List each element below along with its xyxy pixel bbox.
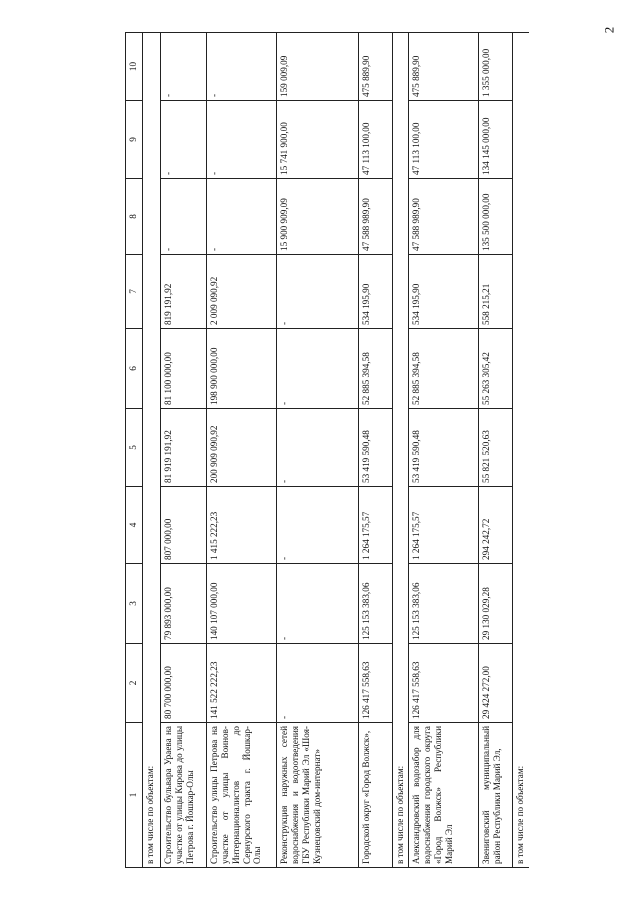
table-cell: 198 900 000,00 (207, 329, 277, 409)
table-cell: 53 419 590,48 (359, 409, 393, 487)
table-cell: - (277, 564, 359, 644)
table-cell: 81 919 191,92 (161, 409, 207, 487)
table-cell: - (161, 101, 207, 179)
table-row (513, 33, 529, 868)
table-cell: 126 417 558,63 (359, 644, 393, 723)
table-row (479, 33, 513, 868)
table-cell: 200 909 090,92 (207, 409, 277, 487)
table-cell: 29 424 272,00 (479, 644, 513, 723)
column-header: 2 (126, 644, 143, 723)
column-header: 4 (126, 487, 143, 564)
table-cell: 294 242,72 (479, 487, 513, 564)
table-row (277, 33, 359, 868)
table-cell: - (277, 255, 359, 329)
table-cell: - (207, 101, 277, 179)
table-cell: 55 821 520,63 (479, 409, 513, 487)
table-row (161, 33, 207, 868)
table-cell: 807 000,00 (161, 487, 207, 564)
table-cell: 53 419 590,48 (409, 409, 479, 487)
table-cell: 126 417 558,63 (409, 644, 479, 723)
table-cell: 29 130 029,28 (479, 564, 513, 644)
table-cell: 52 885 394,58 (409, 329, 479, 409)
table-cell: - (277, 409, 359, 487)
table-cell: 15 741 900,00 (277, 101, 359, 179)
table-row (393, 33, 409, 868)
column-header: 8 (126, 179, 143, 255)
table-cell: - (277, 487, 359, 564)
financing-table (125, 32, 529, 868)
table-cell: 47 113 100,00 (409, 101, 479, 179)
table-cell: 47 588 989,90 (359, 179, 393, 255)
table-cell: 1 264 175,57 (359, 487, 393, 564)
table-cell: 47 588 989,90 (409, 179, 479, 255)
table-cell: 534 195,90 (409, 255, 479, 329)
table-cell: 81 100 000,00 (161, 329, 207, 409)
table-cell: 135 500 000,00 (479, 179, 513, 255)
table-cell: 534 195,90 (359, 255, 393, 329)
column-header: 1 (126, 723, 143, 868)
table-cell: 1 264 175,57 (409, 487, 479, 564)
table-row (207, 33, 277, 868)
table-cell: 79 893 000,00 (161, 564, 207, 644)
table-cell: - (277, 329, 359, 409)
column-header: 6 (126, 329, 143, 409)
table-cell: 52 885 394,58 (359, 329, 393, 409)
table-cell: 80 700 000,00 (161, 644, 207, 723)
table-row (409, 33, 479, 868)
row-label: в том числе по объектам: (513, 33, 529, 868)
table-cell: 140 107 000,00 (207, 564, 277, 644)
table-cell: 2 009 090,92 (207, 255, 277, 329)
row-label: Реконструкция наружных сетей водоснабжения и водоотведения ГБУ Республики Марий Эл «Шоя-Кузнецовский дом-интернат» (277, 723, 359, 868)
row-label: Звениговский муниципальный район Республики Марий Эл, (479, 723, 513, 868)
table-cell: 125 153 383,06 (359, 564, 393, 644)
column-number-row (126, 33, 143, 868)
column-header: 10 (126, 33, 143, 101)
table-cell: 55 263 305,42 (479, 329, 513, 409)
table-cell: 141 522 222,23 (207, 644, 277, 723)
table-cell: 1 355 000,00 (479, 33, 513, 101)
rotated-table-container (125, 33, 525, 868)
table-cell: - (207, 179, 277, 255)
table-cell: - (161, 179, 207, 255)
table-cell: - (277, 644, 359, 723)
column-header: 7 (126, 255, 143, 329)
column-header: 3 (126, 564, 143, 644)
table-cell: 475 889,90 (359, 33, 393, 101)
table-cell: 15 900 909,09 (277, 179, 359, 255)
table-cell: 475 889,90 (409, 33, 479, 101)
table-cell: - (161, 33, 207, 101)
row-label: Городской округ «Город Волжск», (359, 723, 393, 868)
row-label: в том числе по объектам: (393, 33, 409, 868)
row-label: в том числе по объектам: (143, 33, 161, 868)
table-cell: 159 009,09 (277, 33, 359, 101)
row-label: Строительство бульвара Ураева на участке от улицы Кирова до улицы Петрова г. Йошкар-Олы (161, 723, 207, 868)
page-number: 2 (601, 26, 617, 34)
table-cell: - (207, 33, 277, 101)
table-cell: 558 215,21 (479, 255, 513, 329)
column-header: 5 (126, 409, 143, 487)
row-label: Александровский водозабор для водоснабжения городского округа «Город Волжск» Республики Марий Эл (409, 723, 479, 868)
table-cell: 125 153 383,06 (409, 564, 479, 644)
column-header: 9 (126, 101, 143, 179)
table-row (359, 33, 393, 868)
row-label: Строительство улицы Петрова на участке от улицы Воинов-Интернационалистов до Сернурского тракта г. Йошкар-Олы (207, 723, 277, 868)
table-cell: 1 415 222,23 (207, 487, 277, 564)
table-cell: 134 145 000,00 (479, 101, 513, 179)
table-cell: 47 113 100,00 (359, 101, 393, 179)
table-row (143, 33, 161, 868)
table-cell: 819 191,92 (161, 255, 207, 329)
